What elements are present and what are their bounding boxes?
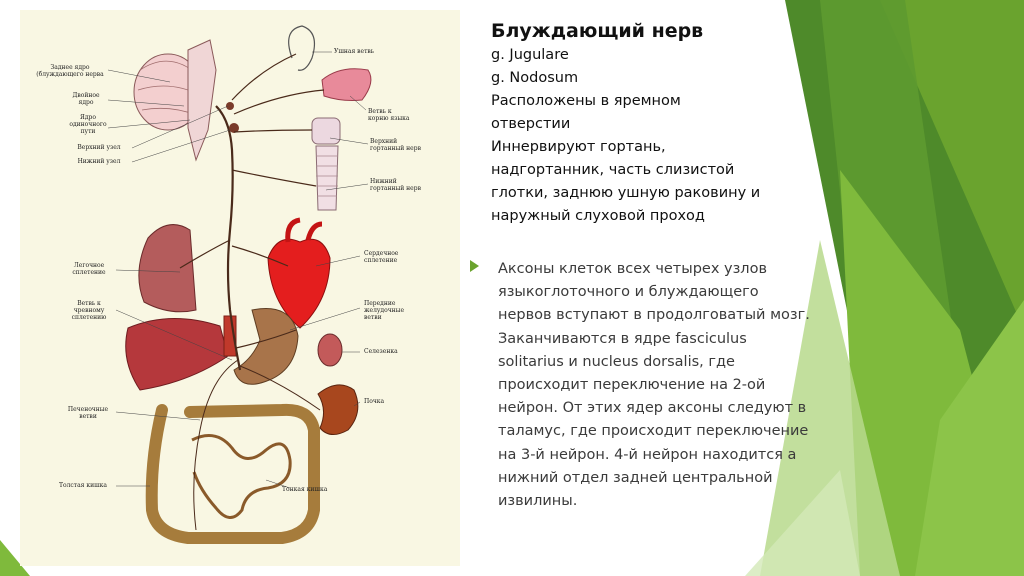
ear-branch-nerve [232, 54, 296, 100]
label-kidney: Почка [364, 398, 385, 405]
upper-ganglion-node [226, 102, 234, 110]
label-cardiac-plexus: Сердечное сплетение [364, 250, 399, 264]
upper-laryngeal-nerve [234, 130, 312, 132]
heading-line: надгортанник, часть слизистой [491, 162, 735, 178]
label-large-intestine: Толстая кишка [58, 482, 108, 489]
label-upper-ganglion: Верхний узел [77, 144, 121, 151]
heading-line: Расположены в яремном [491, 93, 681, 109]
liver-shape [126, 318, 228, 390]
label-tongue-root-branch: Ветвь к корню языка [368, 108, 410, 122]
heading-line: отверстии [491, 116, 571, 132]
medulla-shape [188, 40, 216, 160]
heading-line: Иннервируют гортань, [491, 139, 666, 155]
label-double-nucleus: Двойное ядро [72, 92, 100, 106]
label-lower-ganglion: Нижний узел [77, 158, 121, 165]
heading-line: глотки, заднюю ушную раковину и [491, 185, 761, 201]
heading-line: g. Jugulare [491, 47, 569, 63]
label-upper-laryngeal: Верхний гортанный нерв [370, 138, 421, 152]
tongue-branch-nerve [234, 90, 324, 114]
label-posterior-nucleus: Заднее ядро (блуждающего нерва [36, 64, 104, 78]
slide-title: Блуждающий нерв [491, 20, 704, 42]
label-lower-laryngeal: Нижний гортанный нерв [370, 178, 421, 192]
heading-block [491, 18, 821, 228]
larynx-shape [312, 118, 340, 144]
ear-shape [289, 26, 315, 70]
label-hepatic-branches: Печеночные ветви [67, 406, 109, 420]
spleen-shape [318, 334, 342, 366]
tongue-shape [322, 69, 371, 101]
label-ear-branch: Ушная ветвь [334, 48, 375, 55]
label-celiac-branch: Ветвь к чревному сплетению [71, 300, 107, 321]
lower-laryngeal-nerve [232, 170, 316, 186]
label-gastric-branches: Передние желудочные ветви [364, 300, 405, 321]
label-pulmonary-plexus: Легочное сплетение [72, 262, 106, 276]
lung-shape [139, 225, 196, 312]
kidney-shape [318, 385, 358, 435]
heading-line: g. Nodosum [491, 70, 579, 86]
triangle-bullet-icon [470, 260, 479, 272]
heart-vessels [288, 220, 322, 242]
label-small-intestine: Тонкая кишка [282, 486, 328, 493]
label-spleen: Селезенка [364, 348, 398, 355]
small-intestine-shape [192, 436, 290, 518]
heading-line: наружный слуховой проход [491, 208, 705, 224]
label-solitary-nucleus: Ядро одиночного пути [69, 114, 107, 135]
vagus-nerve-diagram [20, 10, 460, 566]
bullet-text: Аксоны клеток всех четырех узлов языкоглоточного и блуждающего нервов вступают в продолговатый мозг. Заканчиваются в ядре fasciculus solitarius и nucleus dorsalis, где происходит переключение на 2-ой нейрон. От этих ядер аксоны следуют в таламус, где происходит переключение на 3-й нейрон. 4-й нейрон находится а нижний отдел задней центральной извилины. [498, 261, 810, 510]
